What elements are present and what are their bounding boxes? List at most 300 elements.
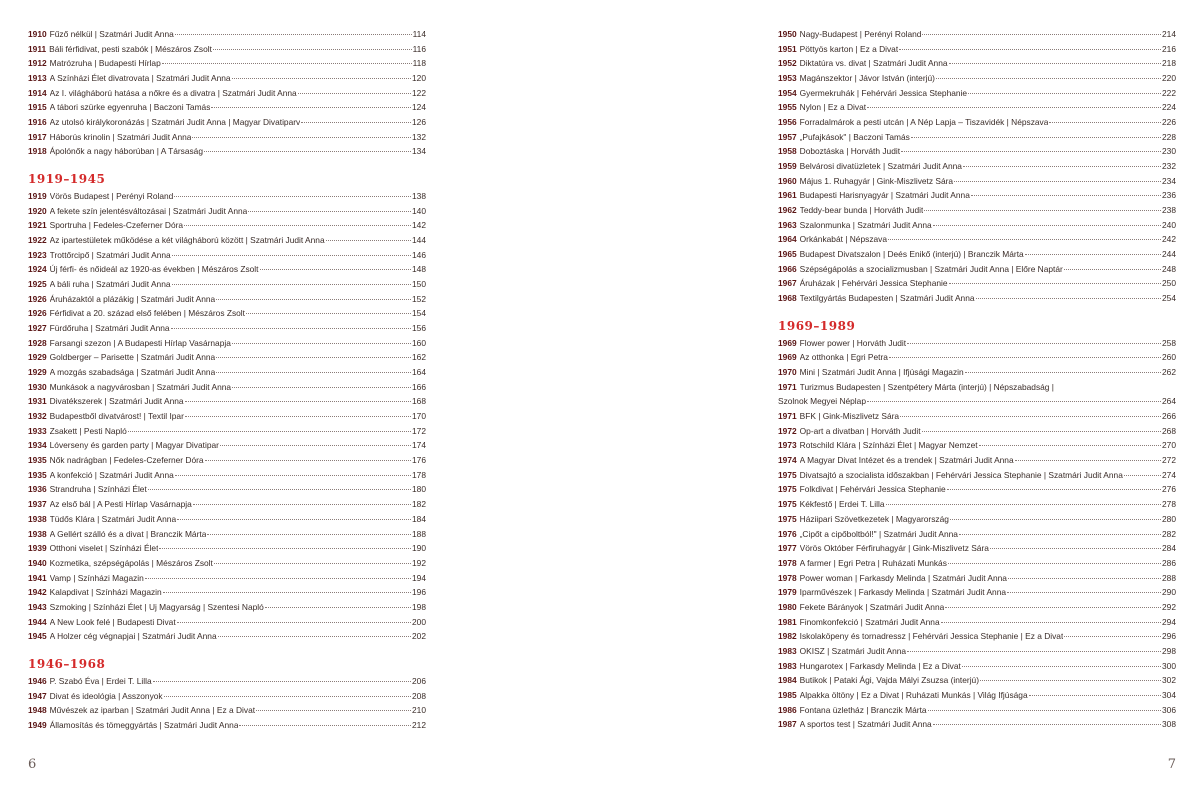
toc-entry [778, 188, 1176, 203]
dot-leader [326, 239, 411, 241]
entry-title: Iparművészek | Farkasdy Melinda | Szatmári Judit Anna [799, 587, 1007, 598]
toc-entry [28, 56, 426, 71]
entry-page-number: 264 [1162, 396, 1176, 407]
entry-title: Szolnok Megyei Néplap [778, 396, 866, 407]
entry-title: Forradalmárok a pesti utcán | A Nép Lapja – Tiszavidék | Népszava [799, 117, 1049, 128]
dot-leader [205, 459, 411, 461]
toc-entry [28, 380, 426, 395]
entry-page-number: 200 [412, 616, 426, 627]
entry-year: 1916 [28, 117, 47, 128]
entry-page-number: 194 [412, 572, 426, 583]
entry-title: Ápolónők a nagy háborúban | A Társaság [49, 146, 203, 157]
entry-page-number: 146 [412, 249, 426, 260]
dot-leader [164, 695, 411, 697]
entry-year: 1945 [28, 631, 47, 642]
entry-page-number: 212 [412, 719, 426, 730]
entry-title: Vamp | Színházi Magazin [49, 572, 144, 583]
dot-leader [220, 444, 411, 446]
entry-title: Gyermekruhák | Fehérvári Jessica Stephanie [799, 87, 968, 98]
entry-year: 1975 [778, 484, 797, 495]
dot-leader [867, 106, 1161, 108]
toc-entry [28, 497, 426, 512]
toc-entry [28, 453, 426, 468]
entry-year: 1929 [28, 352, 47, 363]
entry-page-number: 144 [412, 235, 426, 246]
entry-year: 1983 [778, 645, 797, 656]
toc-entry [778, 673, 1176, 688]
entry-title: P. Szabó Éva | Erdei T. Lilla [49, 675, 152, 686]
entry-page-number: 190 [412, 543, 426, 554]
toc-entry [28, 468, 426, 483]
entry-year: 1942 [28, 587, 47, 598]
entry-title: A báli ruha | Szatmári Judit Anna [49, 279, 171, 290]
toc-entry [28, 482, 426, 497]
entry-page-number: 262 [1162, 367, 1176, 378]
entry-page-number: 270 [1162, 440, 1176, 451]
entry-year: 1932 [28, 411, 47, 422]
entry-page-number: 296 [1162, 631, 1176, 642]
entry-title: Divatékszerek | Szatmári Judit Anna [49, 396, 184, 407]
dot-leader [949, 62, 1162, 64]
entry-page-number: 306 [1162, 704, 1176, 715]
entry-page-number: 166 [412, 381, 426, 392]
toc-entry [778, 482, 1176, 497]
entry-title: Trottőrcipő | Szatmári Judit Anna [49, 249, 171, 260]
entry-year: 1975 [778, 499, 797, 510]
entry-year: 1934 [28, 440, 47, 451]
entry-title: Budapest Divatszalon | Deés Enikő (interjú) | Branczik Márta [799, 249, 1024, 260]
entry-page-number: 156 [412, 323, 426, 334]
entry-year: 1963 [778, 219, 797, 230]
dot-leader [171, 327, 411, 329]
entry-page-number: 184 [412, 513, 426, 524]
entry-title: A Gellért szálló és a divat | Branczik Márta [49, 528, 207, 539]
dot-leader [162, 62, 412, 64]
entry-year: 1917 [28, 131, 47, 142]
toc-entry [778, 541, 1176, 556]
entry-title: Divat és ideológia | Asszonyok [49, 690, 163, 701]
dot-leader [218, 635, 411, 637]
entry-year: 1953 [778, 73, 797, 84]
dot-leader [174, 195, 411, 197]
entry-title: Az ipartestületek működése a két világháború között | Szatmári Judit Anna [49, 235, 325, 246]
dot-leader [298, 92, 411, 94]
entry-page-number: 120 [412, 73, 426, 84]
entry-page-number: 124 [412, 102, 426, 113]
entry-title: Pöttyös karton | Ez a Divat [799, 43, 899, 54]
dot-leader [211, 106, 411, 108]
toc-entry [28, 248, 426, 263]
entry-title: Otthoni viselet | Színházi Élet [49, 543, 159, 554]
entry-title: Magánszektor | Jávor István (interjú) [799, 73, 935, 84]
entry-title: Iskolaköpeny és tornadressz | Fehérvári Jessica Stephanie | Ez a Divat [799, 631, 1064, 642]
dot-leader [907, 342, 1161, 344]
entry-title: A sportos test | Szatmári Judit Anna [799, 719, 932, 730]
toc-column-left [28, 27, 426, 733]
dot-leader [216, 356, 411, 358]
toc-entry [28, 674, 426, 689]
dot-leader [128, 430, 411, 432]
entry-year: 1962 [778, 205, 797, 216]
entry-year: 1956 [778, 117, 797, 128]
toc-entry [778, 453, 1176, 468]
toc-entry [778, 56, 1176, 71]
entry-title: Budapestből divatvárost! | Textil Ipar [49, 411, 184, 422]
entry-title: Diktatúra vs. divat | Szatmári Judit Anna [799, 58, 948, 69]
entry-year: 1987 [778, 719, 797, 730]
entry-year: 1939 [28, 543, 47, 554]
entry-page-number: 138 [412, 191, 426, 202]
entry-page-number: 132 [412, 131, 426, 142]
entry-year: 1965 [778, 249, 797, 260]
entry-year: 1922 [28, 235, 47, 246]
entry-page-number: 224 [1162, 102, 1176, 113]
dot-leader [216, 298, 411, 300]
toc-entry [778, 247, 1176, 262]
dot-leader [950, 518, 1161, 520]
entry-page-number: 240 [1162, 219, 1176, 230]
dot-leader [175, 33, 412, 35]
toc-entry [28, 27, 426, 42]
entry-page-number: 274 [1162, 469, 1176, 480]
entry-page-number: 196 [412, 587, 426, 598]
dot-leader [922, 33, 1161, 35]
dot-leader [172, 254, 411, 256]
entry-page-number: 254 [1162, 293, 1176, 304]
entry-title: A New Look felé | Budapesti Divat [49, 616, 176, 627]
entry-year: 1959 [778, 161, 797, 172]
entry-year: 1980 [778, 601, 797, 612]
entry-page-number: 258 [1162, 337, 1176, 348]
entry-title: Az első bál | A Pesti Hírlap Vasárnapja [49, 499, 192, 510]
dot-leader [911, 136, 1161, 138]
dot-leader [239, 724, 411, 726]
toc-entry [778, 174, 1176, 189]
entry-title: Divatsajtó a szocialista időszakban | Fehérvári Jessica Stephanie | Szatmári Judit Anna [799, 469, 1123, 480]
entry-year: 1969 [778, 337, 797, 348]
entry-year: 1926 [28, 293, 47, 304]
toc-entry [778, 394, 1176, 409]
toc-entry [778, 71, 1176, 86]
dot-leader [980, 679, 1161, 681]
entry-year: 1918 [28, 146, 47, 157]
entry-year: 1969 [778, 352, 797, 363]
entry-title: Fürdőruha | Szatmári Judit Anna [49, 323, 170, 334]
entry-title: Mini | Szatmári Judit Anna | Ifjúsági Magazin [799, 367, 964, 378]
dot-leader [936, 77, 1161, 79]
dot-leader [232, 77, 411, 79]
entry-title: Sportruha | Fedeles-Czeferner Dóra [49, 220, 184, 231]
dot-leader [945, 606, 1161, 608]
dot-leader [232, 386, 411, 388]
entry-year: 1961 [778, 190, 797, 201]
entry-page-number: 230 [1162, 146, 1176, 157]
toc-entry [778, 203, 1176, 218]
entry-title: Kalapdivat | Színházi Magazin [49, 587, 162, 598]
toc-entry [778, 336, 1176, 351]
entry-title: A farmer | Egri Petra | Ruházati Munkás [799, 557, 947, 568]
dot-leader [185, 400, 411, 402]
dot-leader [159, 547, 411, 549]
toc-entry [778, 159, 1176, 174]
dot-leader [941, 621, 1161, 623]
entry-year: 1911 [28, 43, 47, 54]
entry-page-number: 266 [1162, 411, 1176, 422]
toc-entry [28, 130, 426, 145]
toc-entry [778, 600, 1176, 615]
toc-entry [778, 276, 1176, 291]
entry-title: Nagy-Budapest | Perényi Roland [799, 29, 922, 39]
dot-leader [301, 121, 411, 123]
dot-leader [184, 224, 411, 226]
entry-page-number: 118 [412, 58, 426, 69]
toc-entry [28, 585, 426, 600]
toc-entry [28, 718, 426, 733]
dot-leader [177, 621, 411, 623]
entry-year: 1921 [28, 220, 47, 231]
dot-leader [990, 547, 1161, 549]
toc-entry [778, 232, 1176, 247]
entry-title: Orkánkabát | Népszava [799, 234, 888, 245]
entry-title: A fekete szín jelentésváltozásai | Szatmári Judit Anna [49, 205, 248, 216]
toc-entry [778, 130, 1176, 145]
toc-entry [778, 497, 1176, 512]
toc-entry [778, 380, 1176, 395]
entry-year: 1973 [778, 440, 797, 451]
entry-year: 1948 [28, 705, 47, 716]
entry-year: 1966 [778, 263, 797, 274]
entry-title: Teddy-bear bunda | Horváth Judit [799, 205, 924, 216]
entry-page-number: 234 [1162, 175, 1176, 186]
toc-entry [778, 571, 1176, 586]
toc-entry [28, 115, 426, 130]
dot-leader [192, 136, 411, 138]
entry-title: Háborús krinolin | Szatmári Judit Anna [49, 131, 192, 142]
entry-page-number: 242 [1162, 234, 1176, 245]
toc-entry [28, 571, 426, 586]
entry-year: 1982 [778, 631, 797, 642]
entry-year: 1940 [28, 557, 47, 568]
dot-leader [922, 430, 1161, 432]
toc-entry [28, 365, 426, 380]
dot-leader [172, 283, 411, 285]
entry-title: Belvárosi divatüzletek | Szatmári Judit Anna [799, 161, 962, 172]
entry-title: Szépségápolás a szocializmusban | Szatmári Judit Anna | Előre Naptár [799, 263, 1063, 274]
entry-page-number: 160 [412, 337, 426, 348]
entry-page-number: 260 [1162, 352, 1176, 363]
right-page [600, 0, 1200, 790]
toc-entry [28, 629, 426, 644]
entry-page-number: 238 [1162, 205, 1176, 216]
toc-entry [28, 409, 426, 424]
entry-page-number: 116 [412, 43, 426, 54]
entry-title: Kékfestő | Erdei T. Lilla [799, 499, 885, 510]
dot-leader [260, 268, 412, 270]
toc-entry [28, 350, 426, 365]
entry-page-number: 250 [1162, 278, 1176, 289]
entry-title: „Pufajkások" | Baczoni Tamás [799, 131, 910, 142]
section-heading: 1969–1989 [778, 318, 856, 333]
entry-year: 1974 [778, 455, 797, 466]
entry-page-number: 126 [412, 117, 426, 128]
entry-year: 1972 [778, 425, 797, 436]
dot-leader [928, 709, 1161, 711]
entry-page-number: 168 [412, 396, 426, 407]
entry-year: 1960 [778, 175, 797, 186]
dot-leader [1015, 459, 1161, 461]
entry-title: Textilgyártás Budapesten | Szatmári Judit Anna [799, 293, 975, 304]
section-heading: 1946–1968 [28, 656, 106, 671]
entry-year: 1913 [28, 73, 47, 84]
entry-page-number: 228 [1162, 131, 1176, 142]
entry-title: Május 1. Ruhagyár | Gink-Miszlivetz Sára [799, 175, 954, 186]
entry-title: Rotschild Klára | Színházi Élet | Magyar Nemzet [799, 440, 978, 451]
dot-leader [900, 415, 1161, 417]
toc-entry [28, 689, 426, 704]
entry-page-number: 286 [1162, 557, 1176, 568]
entry-title: Farsangi szezon | A Budapesti Hírlap Vasárnapja [49, 337, 231, 348]
entry-page-number: 140 [412, 205, 426, 216]
dot-leader [1124, 474, 1161, 476]
entry-page-number: 164 [412, 367, 426, 378]
dot-leader [1064, 635, 1161, 637]
toc-entry [28, 615, 426, 630]
dot-leader [901, 150, 1161, 152]
entry-year: 1950 [778, 29, 797, 39]
entry-year: 1935 [28, 469, 47, 480]
toc-entry [28, 218, 426, 233]
toc-entry [28, 277, 426, 292]
entry-title: „Cipőt a cipőboltból!" | Szatmári Judit Anna [799, 528, 958, 539]
entry-year: 1937 [28, 499, 47, 510]
entry-year: 1938 [28, 513, 47, 524]
dot-leader [153, 680, 411, 682]
dot-leader [256, 709, 411, 711]
entry-page-number: 162 [412, 352, 426, 363]
toc-entry [778, 86, 1176, 101]
toc-entry [778, 468, 1176, 483]
entry-year: 1968 [778, 293, 797, 304]
toc-entry [778, 115, 1176, 130]
entry-page-number: 226 [1162, 117, 1176, 128]
toc-entry [28, 703, 426, 718]
entry-page-number: 236 [1162, 190, 1176, 201]
entry-title: Háziipari Szövetkezetek | Magyarország [799, 513, 949, 524]
entry-title: Az utolsó királykoronázás | Szatmári Judit Anna | Magyar Divatiparv [49, 117, 301, 128]
entry-title: A Magyar Divat Intézet és a trendek | Szatmári Judit Anna [799, 455, 1014, 466]
dot-leader [1008, 577, 1161, 579]
dot-leader [979, 444, 1161, 446]
entry-title: Alpakka öltöny | Ez a Divat | Ruházati Munkás | Világ Ifjúsága [799, 689, 1028, 700]
dot-leader [185, 415, 411, 417]
toc-entry [778, 365, 1176, 380]
entry-title: Nylon | Ez a Divat [799, 102, 867, 113]
dot-leader [933, 723, 1161, 725]
entry-page-number: 188 [412, 528, 426, 539]
entry-title: Fontana üzletház | Branczik Márta [799, 704, 927, 715]
entry-year: 1955 [778, 102, 797, 113]
entry-year: 1925 [28, 279, 47, 290]
toc-entry [778, 527, 1176, 542]
dot-leader [965, 371, 1161, 373]
entry-page-number: 232 [1162, 161, 1176, 172]
dot-leader [886, 503, 1161, 505]
entry-title: Báli férfidivat, pesti szabók | Mészáros Zsolt [49, 43, 212, 54]
entry-title: Az I. világháború hatása a nőkre és a divatra | Szatmári Judit Anna [49, 87, 297, 98]
toc-entry [778, 688, 1176, 703]
dot-leader [968, 92, 1161, 94]
entry-year: 1975 [778, 469, 797, 480]
dot-leader [959, 533, 1161, 535]
entry-page-number: 210 [412, 705, 426, 716]
entry-page-number: 298 [1162, 645, 1176, 656]
entry-page-number: 154 [412, 308, 426, 319]
toc-entry [778, 100, 1176, 115]
toc-entry [778, 703, 1176, 718]
entry-year: 1951 [778, 43, 797, 54]
dot-leader [246, 312, 411, 314]
toc-entry [778, 218, 1176, 233]
toc-entry [28, 100, 426, 115]
dot-leader [976, 297, 1161, 299]
dot-leader [248, 210, 411, 212]
dot-leader [963, 165, 1161, 167]
entry-year: 1919 [28, 191, 47, 202]
dot-leader [907, 650, 1161, 652]
dot-leader [148, 488, 411, 490]
dot-leader [216, 371, 411, 373]
toc-entry [778, 615, 1176, 630]
entry-year: 1920 [28, 205, 47, 216]
entry-page-number: 176 [412, 455, 426, 466]
entry-page-number: 292 [1162, 601, 1176, 612]
dot-leader [1049, 121, 1161, 123]
entry-title: Munkások a nagyvárosban | Szatmári Judit Anna [49, 381, 232, 392]
dot-leader [924, 209, 1161, 211]
toc-entry [28, 204, 426, 219]
entry-title: Zsakett | Pesti Napló [49, 425, 127, 436]
page-number-left: 6 [28, 757, 37, 772]
entry-page-number: 214 [1162, 29, 1176, 39]
entry-title: Power woman | Farkasdy Melinda | Szatmári Judit Anna [799, 572, 1007, 583]
toc-entry [778, 42, 1176, 57]
toc-entry [28, 86, 426, 101]
dot-leader [265, 606, 411, 608]
entry-title: Államosítás és tömeggyártás | Szatmári Judit Anna [49, 719, 239, 730]
entry-title: Tüdős Klára | Szatmári Judit Anna [49, 513, 177, 524]
entry-year: 1952 [778, 58, 797, 69]
toc-entry [778, 424, 1176, 439]
entry-year: 1985 [778, 689, 797, 700]
dot-leader [971, 194, 1161, 196]
dot-leader [213, 48, 412, 50]
entry-page-number: 294 [1162, 616, 1176, 627]
dot-leader [193, 503, 411, 505]
entry-page-number: 114 [412, 29, 426, 39]
toc-entry [778, 409, 1176, 424]
entry-year: 1947 [28, 690, 47, 701]
entry-year: 1971 [778, 411, 797, 422]
entry-year: 1938 [28, 528, 47, 539]
entry-page-number: 182 [412, 499, 426, 510]
entry-page-number: 148 [412, 264, 426, 275]
entry-page-number: 172 [412, 425, 426, 436]
entry-title: Doboztáska | Horváth Judit [799, 146, 901, 157]
entry-year: 1931 [28, 396, 47, 407]
toc-entry [28, 292, 426, 307]
toc-entry [778, 291, 1176, 306]
entry-title: Turizmus Budapesten | Szentpétery Márta (interjú) | Népszabadság | [799, 381, 1054, 392]
